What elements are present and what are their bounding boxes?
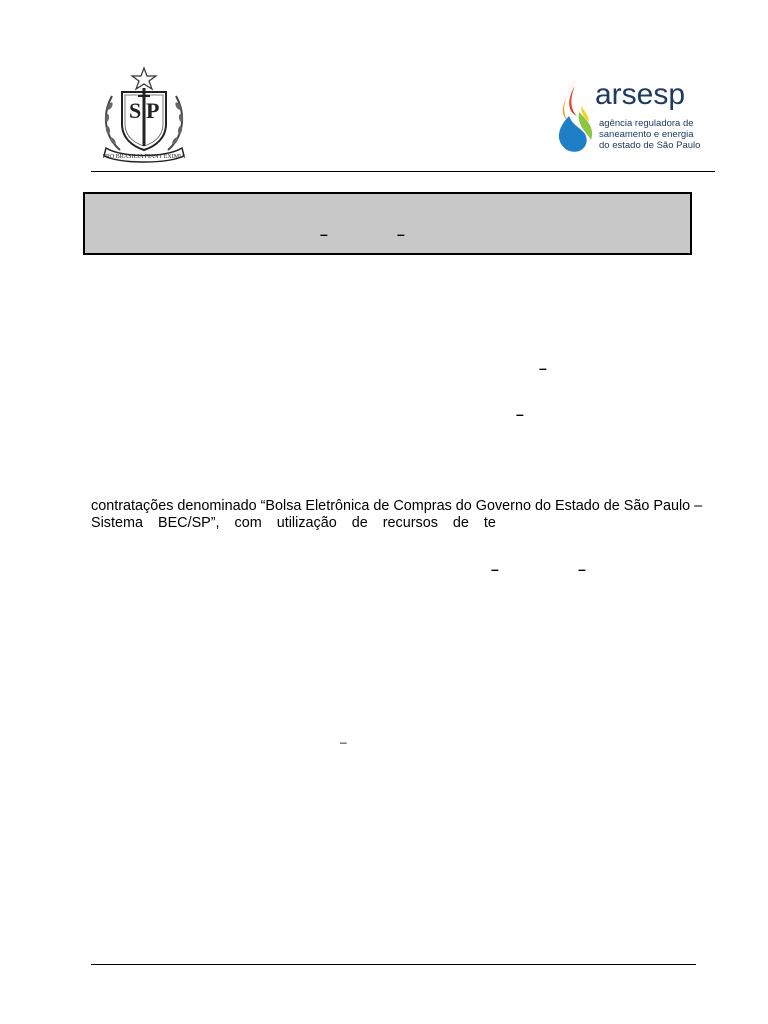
body-dash-d: – bbox=[578, 561, 586, 577]
paragraph-line-1: contratações denominado “Bolsa Eletrônica de Compras do Governo do Estado de São Paulo – bbox=[91, 498, 703, 514]
body-dash-a: – bbox=[539, 360, 547, 376]
title-dash-2: – bbox=[397, 226, 405, 242]
title-box bbox=[83, 192, 692, 255]
footer-divider bbox=[91, 964, 696, 965]
arsesp-tagline-3: do estado de São Paulo bbox=[599, 140, 701, 151]
body-paragraph bbox=[91, 498, 703, 532]
svg-text:P: P bbox=[146, 98, 160, 123]
arsesp-wordmark: arsesp bbox=[595, 78, 686, 111]
arsesp-tagline-2: saneamento e energia bbox=[599, 129, 694, 140]
body-dash-b: – bbox=[516, 406, 524, 422]
svg-text:S: S bbox=[129, 98, 142, 123]
body-dash-e: – bbox=[340, 735, 347, 749]
arsesp-logo bbox=[555, 76, 705, 154]
svg-text:PRO BRASILIA FIANT EXIMIA: PRO BRASILIA FIANT EXIMIA bbox=[102, 154, 186, 160]
title-dash-1: – bbox=[320, 226, 328, 242]
arsesp-flame-drop-icon bbox=[555, 76, 599, 154]
paragraph-line-2: Sistema BEC/SP”, com utilização de recursos de te bbox=[91, 515, 496, 531]
header-divider bbox=[91, 171, 715, 172]
sao-paulo-coat-of-arms-logo bbox=[98, 66, 190, 164]
body-dash-c: – bbox=[491, 561, 499, 577]
arsesp-tagline-1: agência reguladora de bbox=[599, 118, 694, 129]
